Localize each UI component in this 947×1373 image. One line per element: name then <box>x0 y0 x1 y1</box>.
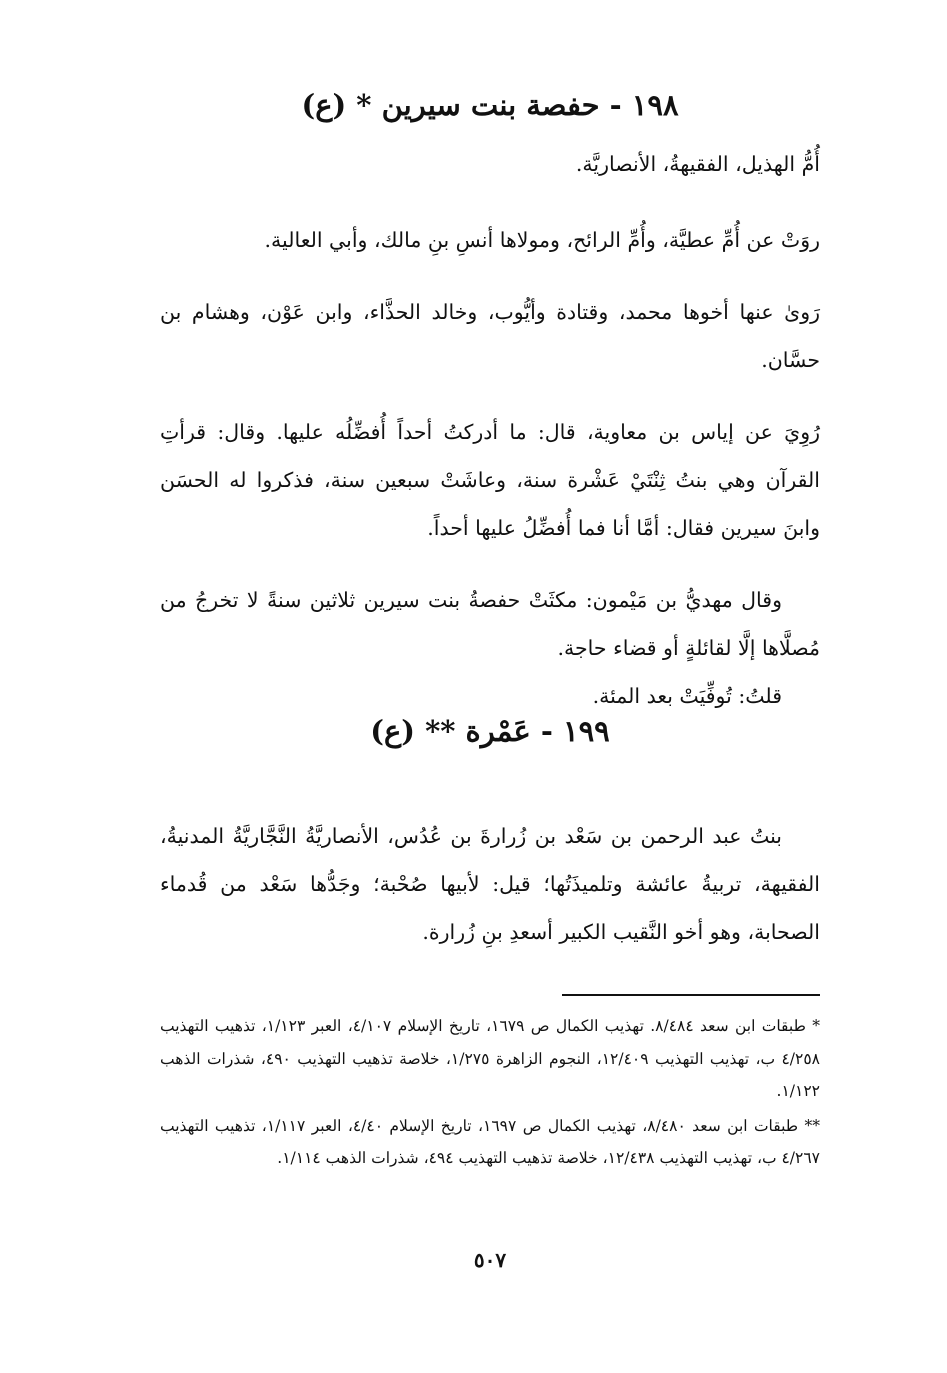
footnote-1: * طبقات ابن سعد ٨/٤٨٤. تهذيب الكمال ص ١٦٧٩، تاريخ الإسلام ٤/١٠٧، العبر ١/١٢٣، تذهيب التهذيب ٤/٢٥٨ ب، تهذيب التهذيب ١٢/٤٠٩، النجوم الزاهرة ١/٢٧٥، خلاصة تذهيب التهذيب ٤٩٠، شذرات الذهب ١/١٢٢. <box>160 1017 821 1100</box>
narrated-by-paragraph: رَوىٰ عنها أخوها محمد، وقتادة وأيُّوب، وخالد الحذَّاء، وابن عَوْن، وهشام بن حسَّان. <box>160 300 820 372</box>
footnote-2: ** طبقات ابن سعد ٨/٤٨٠، تهذيب الكمال ص ١٦٩٧، تاريخ الإسلام ٤/٤٠، العبر ١/١١٧، تذهيب التهذيب ٤/٢٦٧ ب، تهذيب التهذيب ١٢/٤٣٨، خلاصة تذهيب التهذيب ٤٩٤، شذرات الذهب ١/١١٤. <box>160 1116 820 1167</box>
lineage-paragraph: أُمُّ الهذيل، الفقيهةُ، الأنصاريَّة. <box>575 152 820 176</box>
entry-199-biography <box>160 812 820 956</box>
narrated-from-paragraph: روَتْ عن أُمِّ عطيَّة، وأُمِّ الرائح، ومولاها أنسِ بنِ مالك، وأبي العالية. <box>264 228 820 252</box>
entry-198-iyas-quote <box>160 408 820 552</box>
entry-198-narrated-by <box>160 288 820 384</box>
footnotes <box>160 1010 820 1177</box>
entry-198-lineage <box>160 140 820 188</box>
mahdi-quote-paragraph: وقال مهديُّ بن مَيْمون: مكثَتْ حفصةُ بنت سيرين ثلاثين سنةً لا تخرجُ من مُصلَّاها إلَّا لقائلةٍ أو قضاء حاجة. <box>160 588 820 660</box>
book-page <box>160 0 820 1373</box>
entry-198-heading: ١٩٨ - حفصة بنت سيرين * (ع) <box>301 88 679 122</box>
entry-199-heading: ١٩٩ - عَمْرة ** (ع) <box>370 714 610 748</box>
death-note-paragraph: قلتُ: تُوفِّيَتْ بعد المئة. <box>592 684 782 708</box>
entry-198-mahdi-quote <box>160 576 820 720</box>
entry-198-narrated-from <box>160 216 820 264</box>
footnote-divider <box>562 994 820 996</box>
page-number: ٥٠٧ <box>473 1248 507 1272</box>
iyas-quote-paragraph: رُوِيَ عن إياس بن معاوية، قال: ما أدركتُ أحداً أُفضِّلُه عليها. وقال: قرأتِ القرآن وهي بنتُ ثِنْتَيْ عَشْرة سنة، وعاشَتْ سبعين سنة، فذكروا له الحسَن وابنَ سيرين فقال: أمَّا أنا فما أُفضِّلُ عليها أحداً. <box>160 420 820 540</box>
biography-paragraph: بنتُ عبد الرحمن بن سَعْد بن زُرارةَ بن عُدُس، الأنصاريَّةُ النَّجَّاريَّةُ المدنيةُ، الفقيهة، تربيةُ عائشة وتلميذَتُها؛ قيل: لأبيها صُحْبة؛ وجَدُّها سَعْد من قُدماء الصحابة، وهو أخو النَّقيب الكبير أسعدِ بنِ زُرارة. <box>160 824 820 944</box>
